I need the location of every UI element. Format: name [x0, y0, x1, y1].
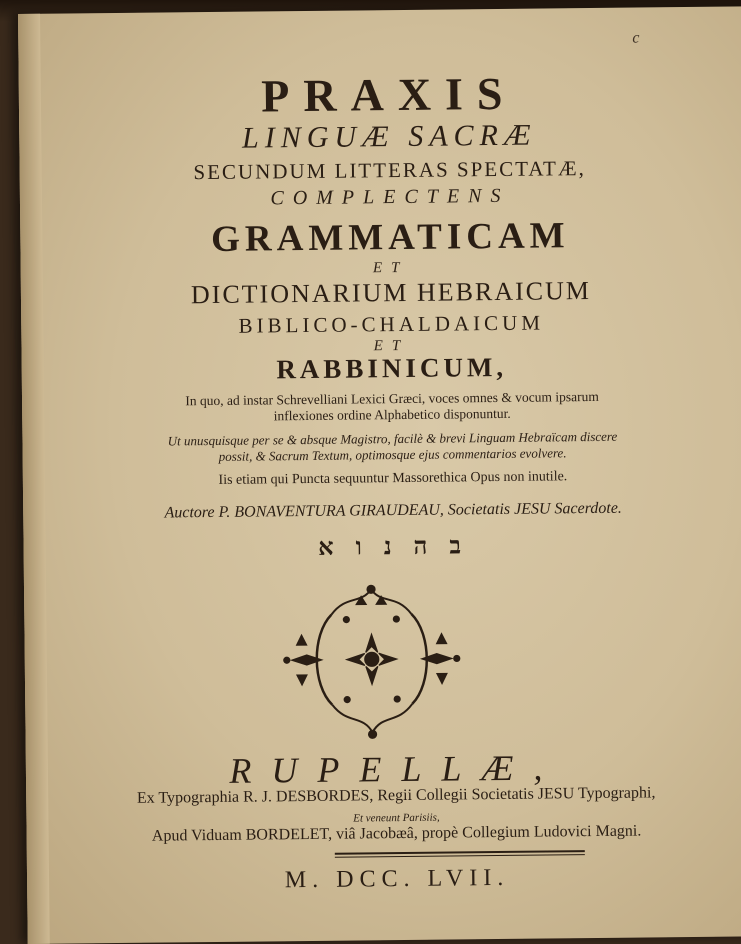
imprint-seller: Apud Viduam BORDELET, viâ Jacobæâ, propè Collegium Ludovici Magni.: [151, 822, 642, 845]
description-line-3: Ut unusquisque per se & absque Magistro, facilè & brevi Linguam Hebraïcam discere: [167, 428, 618, 449]
description-line-2: inflexiones ordine Alphabetico disponuntur.: [273, 405, 511, 424]
title-praxis: PRAXIS: [260, 67, 517, 122]
title-linguae-sacrae: LINGUÆ SACRÆ: [241, 118, 537, 155]
title-complectens: COMPLECTENS: [270, 184, 510, 210]
title-et-1: ET: [372, 259, 409, 277]
description-line-1: In quo, ad instar Schrevelliani Lexici Græci, voces omnes & vocum ipsarum: [185, 388, 599, 409]
imprint-date: M. DCC. LVII.: [284, 864, 510, 894]
hebrew-letters: ב ה נ ו א: [318, 533, 470, 561]
title-page: [18, 6, 741, 944]
divider-rule-thin: [335, 854, 585, 858]
title-grammaticam: GRAMMATICAM: [210, 215, 570, 260]
author-line: Auctore P. BONAVENTURA GIRAUDEAU, Societatis JESU Sacerdote.: [164, 499, 622, 522]
description-line-5: Iis etiam qui Puncta sequuntur Massorethica Opus non inutile.: [218, 469, 568, 488]
title-secundum: SECUNDUM LITTERAS SPECTATÆ,: [193, 156, 586, 185]
imprint-printer: Ex Typographia R. J. DESBORDES, Regii Collegii Societatis JESU Typographi,: [136, 784, 656, 807]
fleuron-ornament-icon: [271, 573, 473, 745]
title-rabbinicum: RABBINICUM,: [276, 351, 508, 385]
title-dictionarium: DICTIONARIUM HEBRAICUM: [190, 276, 592, 310]
imprint-city: RUPELLÆ,: [229, 747, 563, 791]
title-biblico: BIBLICO-CHALDAICUM: [238, 310, 545, 338]
description-line-4: possit, & Sacrum Textum, optimosque ejus commentarios evolvere.: [218, 445, 567, 464]
page-edge: [18, 14, 50, 944]
page-mark: c: [632, 29, 640, 47]
imprint-veneunt: Et veneunt Parisiis,: [353, 811, 440, 825]
title-et-2: ET: [373, 337, 410, 355]
